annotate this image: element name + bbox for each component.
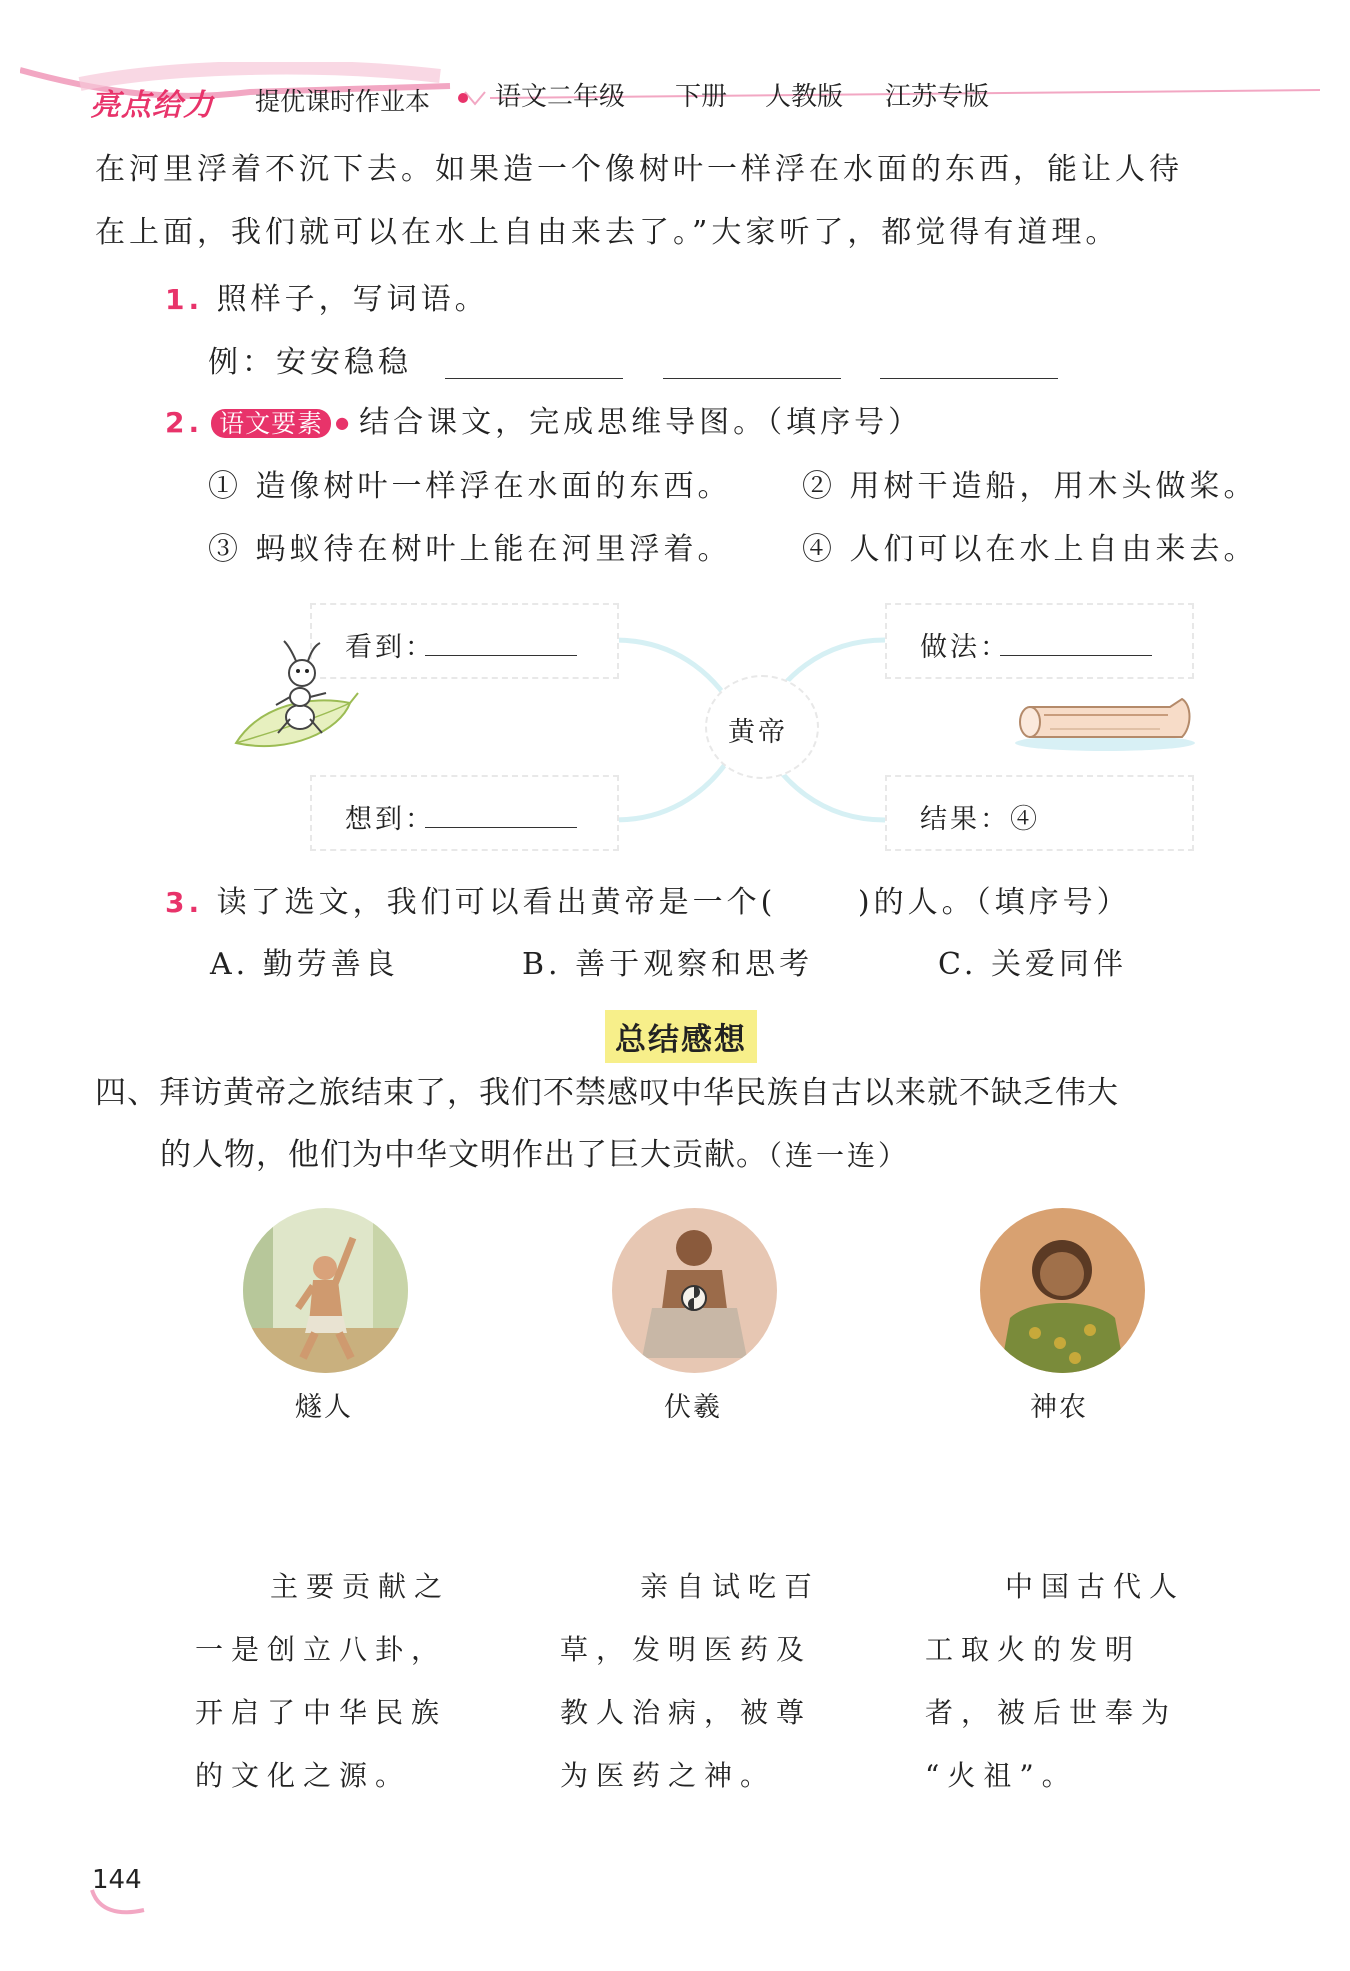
volume-label: 下册 (675, 82, 728, 112)
question-4-text: 的人物，他们为中华文明作出了巨大贡献。 (160, 1137, 768, 1173)
description-line: 亲自试吃百 (640, 1570, 821, 1603)
option-3: ③ 蚂蚁待在树叶上能在河里浮着。 (208, 532, 732, 567)
description-line: 草，发明医药及 (560, 1633, 813, 1666)
answer-blank-3[interactable] (880, 378, 1058, 379)
series-title: 提优课时作业本 (255, 87, 431, 116)
mindmap-thought-blank[interactable] (425, 827, 577, 828)
description-line: 中国古代人 (1005, 1570, 1186, 1603)
figure-name-suiren: 燧人 (295, 1392, 353, 1423)
mindmap-saw-blank[interactable] (425, 655, 577, 656)
question-3-number: 3. (165, 886, 204, 919)
page-number: 144 (92, 1865, 142, 1895)
figure-name-fuxi: 伏羲 (664, 1392, 722, 1423)
question-1-number: 1. (165, 283, 204, 316)
description-line: 主要贡献之 (270, 1570, 451, 1603)
passage-line-2: 在上面，我们就可以在水上自由来去了。”大家听了，都觉得有道理。 (95, 215, 1120, 250)
question-1-text: 照样子，写词语。 (216, 282, 489, 317)
portrait-suiren (243, 1208, 408, 1373)
tag-dot-icon: ● (335, 413, 354, 432)
question-3-text: 读了选文，我们可以看出黄帝是一个( )的人。（填序号） (216, 885, 1131, 920)
region-label: 江苏专版 (885, 82, 990, 112)
mindmap-method-label: 做法： (920, 632, 1010, 663)
description-fire (925, 1555, 1185, 1807)
answer-blank-2[interactable] (663, 378, 841, 379)
description-line: 一是创立八卦， (195, 1633, 448, 1666)
description-line: 教人治病，被尊 (560, 1696, 813, 1729)
description-line: 为医药之神。 (560, 1759, 777, 1792)
question-1 (165, 282, 489, 317)
question-2-text: 结合课文，完成思维导图。（填序号） (359, 405, 923, 440)
mindmap-thought-label: 想到： (345, 804, 435, 835)
question-4-line-2 (160, 1137, 910, 1173)
choice-c: C. 关爱同伴 (938, 947, 1127, 982)
portrait-fuxi (612, 1208, 777, 1373)
option-2: ② 用树干造船，用木头做桨。 (802, 469, 1258, 504)
description-line: 者，被后世奉为 (925, 1696, 1178, 1729)
question-4-note: （连一连） (768, 1139, 910, 1172)
language-element-tag: 语文要素 (211, 409, 331, 438)
question-2 (165, 405, 923, 440)
answer-blank-1[interactable] (445, 378, 623, 379)
log-boat-illustration (1010, 685, 1200, 755)
option-4: ④ 人们可以在水上自由来去。 (802, 532, 1258, 567)
description-line: 开启了中华民族 (195, 1696, 448, 1729)
description-line: “火祖”。 (925, 1759, 1078, 1792)
edition-label: 人教版 (765, 82, 844, 112)
section-title: 总结感想 (605, 1010, 757, 1063)
mindmap-method-blank[interactable] (1000, 655, 1152, 656)
ant-on-leaf-illustration (230, 635, 365, 760)
question-1-example: 例：安安稳稳 (208, 345, 412, 380)
question-2-number: 2. (165, 406, 204, 439)
question-4-line-1: 四、拜访黄帝之旅结束了，我们不禁感叹中华民族自古以来就不缺乏伟大 (95, 1075, 1119, 1111)
mindmap-result-label: 结果：④ (920, 804, 1040, 835)
portrait-shennong (980, 1208, 1145, 1373)
passage-line-1: 在河里浮着不沉下去。如果造一个像树叶一样浮在水面的东西，能让人待 (95, 152, 1183, 187)
choice-b: B. 善于观察和思考 (522, 947, 814, 982)
option-1: ① 造像树叶一样浮在水面的东西。 (208, 469, 732, 504)
choice-a: A. 勤劳善良 (210, 947, 399, 982)
question-3 (165, 885, 1131, 920)
brand-logo: 亮点给力 (90, 88, 214, 123)
description-bagua (195, 1555, 450, 1807)
description-medicine (560, 1555, 820, 1807)
mindmap-center-label: 黄帝 (728, 717, 788, 748)
mindmap-saw-label: 看到： (345, 632, 435, 663)
description-line: 工取火的发明 (925, 1633, 1142, 1666)
description-line: 的文化之源。 (195, 1759, 412, 1792)
figure-name-shennong: 神农 (1030, 1392, 1088, 1423)
subject-label: 语文二年级 (495, 82, 626, 112)
